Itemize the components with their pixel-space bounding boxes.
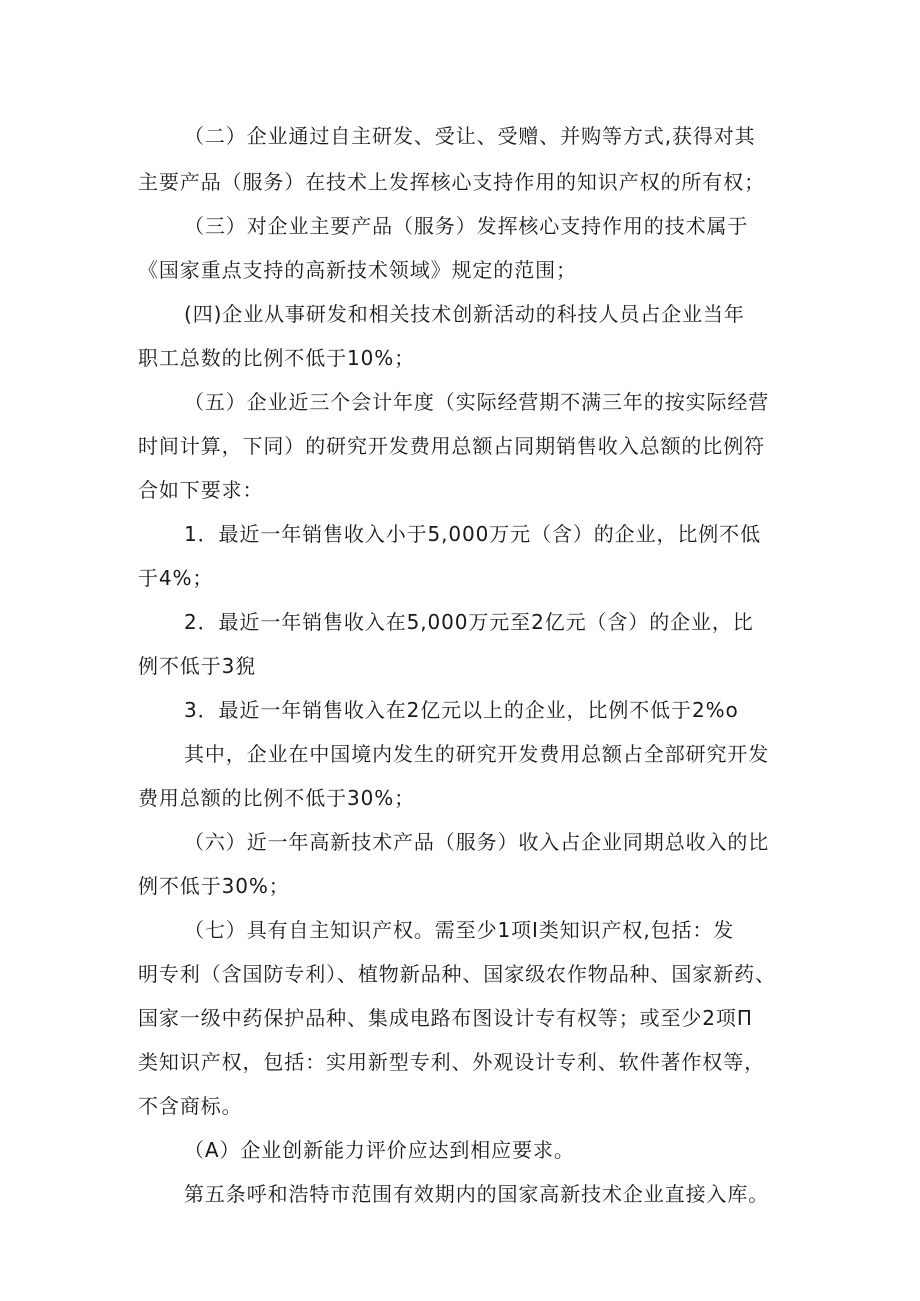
- text-line: (四)企业从事研发和相关技术创新活动的科技人员占企业当年: [184, 302, 745, 326]
- text-line: 第五条呼和浩特市范围有效期内的国家高新技术企业直接入库。: [184, 1182, 770, 1206]
- text-line: 《国家重点支持的高新技术领域》规定的范围；: [138, 258, 577, 282]
- text-line: 职工总数的比例不低于10%；: [138, 346, 416, 370]
- text-line: 3．最近一年销售收入在2亿元以上的企业，比例不低于2%o: [184, 698, 739, 722]
- text-line: 例不低于3猊: [138, 654, 257, 678]
- text-line: （六）近一年高新技术产品（服务）收入占企业同期总收入的比: [184, 830, 770, 854]
- text-line: 类知识产权，包括：实用新型专利、外观设计专利、软件著作权等，: [138, 1050, 765, 1074]
- text-line: 于4%；: [138, 566, 214, 590]
- text-line: 2．最近一年销售收入在5,000万元至2亿元（含）的企业，比: [184, 610, 754, 634]
- text-line: （七）具有自主知识产权。需至少1项Ⅰ类知识产权,包括：发: [184, 918, 735, 942]
- text-line: 费用总额的比例不低于30%；: [138, 786, 416, 810]
- text-line: （二）企业通过自主研发、受让、受赠、并购等方式,获得对其: [184, 124, 756, 148]
- text-line: 合如下要求：: [138, 478, 264, 502]
- text-line: （三）对企业主要产品（服务）发挥核心支持作用的技术属于: [184, 214, 749, 238]
- text-line: 例不低于30%；: [138, 874, 290, 898]
- text-line: （A）企业创新能力评价应达到相应要求。: [184, 1138, 575, 1162]
- text-line: 不含商标。: [138, 1094, 243, 1118]
- text-line: 明专利（含国防专利）、植物新品种、国家级农作物品种、国家新药、: [138, 962, 776, 986]
- text-line: （五）企业近三个会计年度（实际经营期不满三年的按实际经营: [184, 390, 770, 414]
- text-line: 时间计算，下同）的研究开发费用总额占同期销售收入总额的比例符: [138, 434, 765, 458]
- text-line: 主要产品（服务）在技术上发挥核心支持作用的知识产权的所有权；: [138, 170, 765, 194]
- text-line: 其中，企业在中国境内发生的研究开发费用总额占全部研究开发: [184, 742, 770, 766]
- text-line: 国家一级中药保护品种、集成电路布图设计专有权等；或至少2项Π: [138, 1006, 753, 1030]
- text-line: 1．最近一年销售收入小于5,000万元（含）的企业，比例不低: [184, 522, 761, 546]
